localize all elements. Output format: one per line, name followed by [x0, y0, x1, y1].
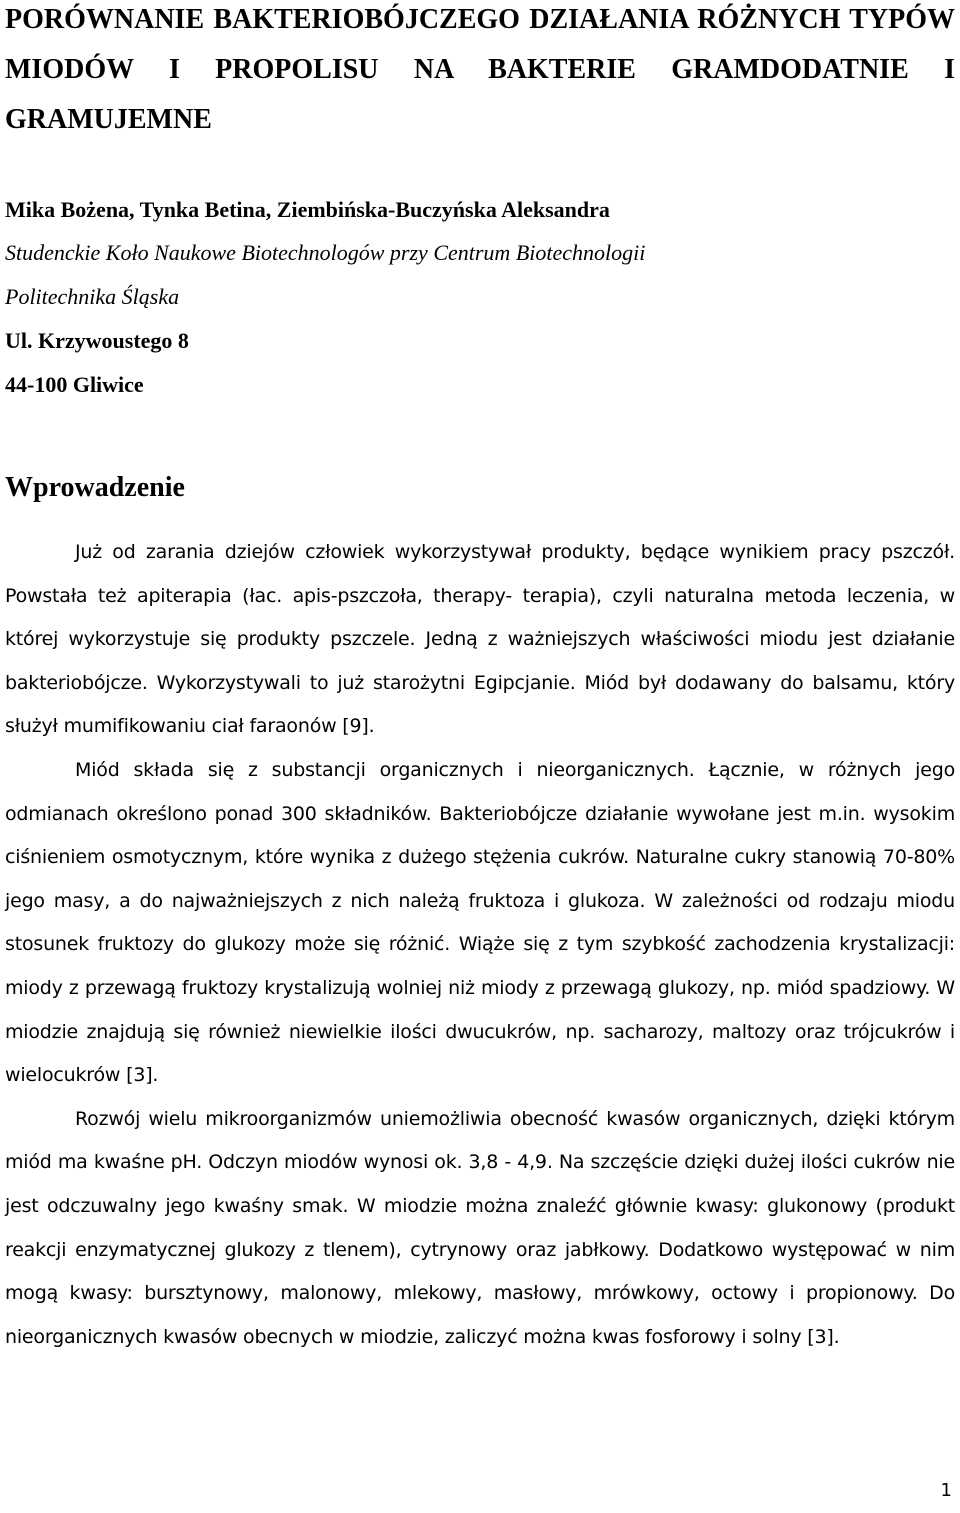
- section-heading: Wprowadzenie: [5, 472, 185, 503]
- page-number: 1: [940, 1480, 952, 1501]
- address-city: 44-100 Gliwice: [5, 372, 144, 397]
- paragraph: Miód składa się z substancji organicznych i nieorganicznych. Łącznie, w różnych jego odmianach określono ponad 300 składników. Bakteriobójcze działanie wywołane jest m.in. wysokim ciśnieniem osmotycznym, które wynika z dużego stężenia cukrów. Naturalne cukry stanowią 70-80% jego masy, a do najważniejszych z nich należą fruktoza i glukoza. W zależności od rodzaju miodu stosunek fruktozy do glukozy może się różnić. Wiąże się z tym szybkość zachodzenia krystalizacji: miody z przewagą fruktozy krystalizują wolniej niż miody z przewagą glukozy, np. miód spadziowy. W miodzie znajdują się również niewielkie ilości dwucukrów, np. sacharozy, maltozy oraz trójcukrów i wielocukrów [3].: [5, 758, 955, 1087]
- affiliation: Studenckie Koło Naukowe Biotechnologów przy Centrum Biotechnologii: [5, 240, 646, 265]
- authors: Mika Bożena, Tynka Betina, Ziembińska-Buczyńska Aleksandra: [5, 197, 610, 222]
- paragraph: Rozwój wielu mikroorganizmów uniemożliwia obecność kwasów organicznych, dzięki którym miód ma kwaśne pH. Odczyn miodów wynosi ok. 3,8 - 4,9. Na szczęście dzięki dużej ilości cukrów nie jest odczuwalny jego kwaśny smak. W miodzie można znaleźć głównie kwasy: glukonowy (produkt reakcji enzymatycznej glukozy z tlenem), cytrynowy oraz jabłkowy. Dodatkowo występować w nim mogą kwasy: bursztynowy, malonowy, mlekowy, masłowy, mrówkowy, octowy i propionowy. Do nieorganicznych kwasów obecnych w miodzie, zaliczyć można kwas fosforowy i solny [3].: [5, 1107, 955, 1348]
- body-text: [5, 531, 955, 1359]
- university: Politechnika Śląska: [5, 284, 180, 309]
- paper-title: PORÓWNANIE BAKTERIOBÓJCZEGO DZIAŁANIA RÓŻNYCH TYPÓW MIODÓW I PROPOLISU NA BAKTERIE GRAMDODATNIE I GRAMUJEMNE: [5, 4, 955, 135]
- paragraph: Już od zarania dziejów człowiek wykorzystywał produkty, będące wynikiem pracy pszczół. Powstała też apiterapia (łac. apis-pszczoła, therapy- terapia), czyli naturalna metoda leczenia, w której wykorzystuje się produkty pszczele. Jedną z ważniejszych właściwości miodu jest działanie bakteriobójcze. Wykorzystywali to już starożytni Egipcjanie. Miód był dodawany do balsamu, który służył mumifikowaniu ciał faraonów [9].: [5, 541, 955, 738]
- address-street: Ul. Krzywoustego 8: [5, 328, 189, 353]
